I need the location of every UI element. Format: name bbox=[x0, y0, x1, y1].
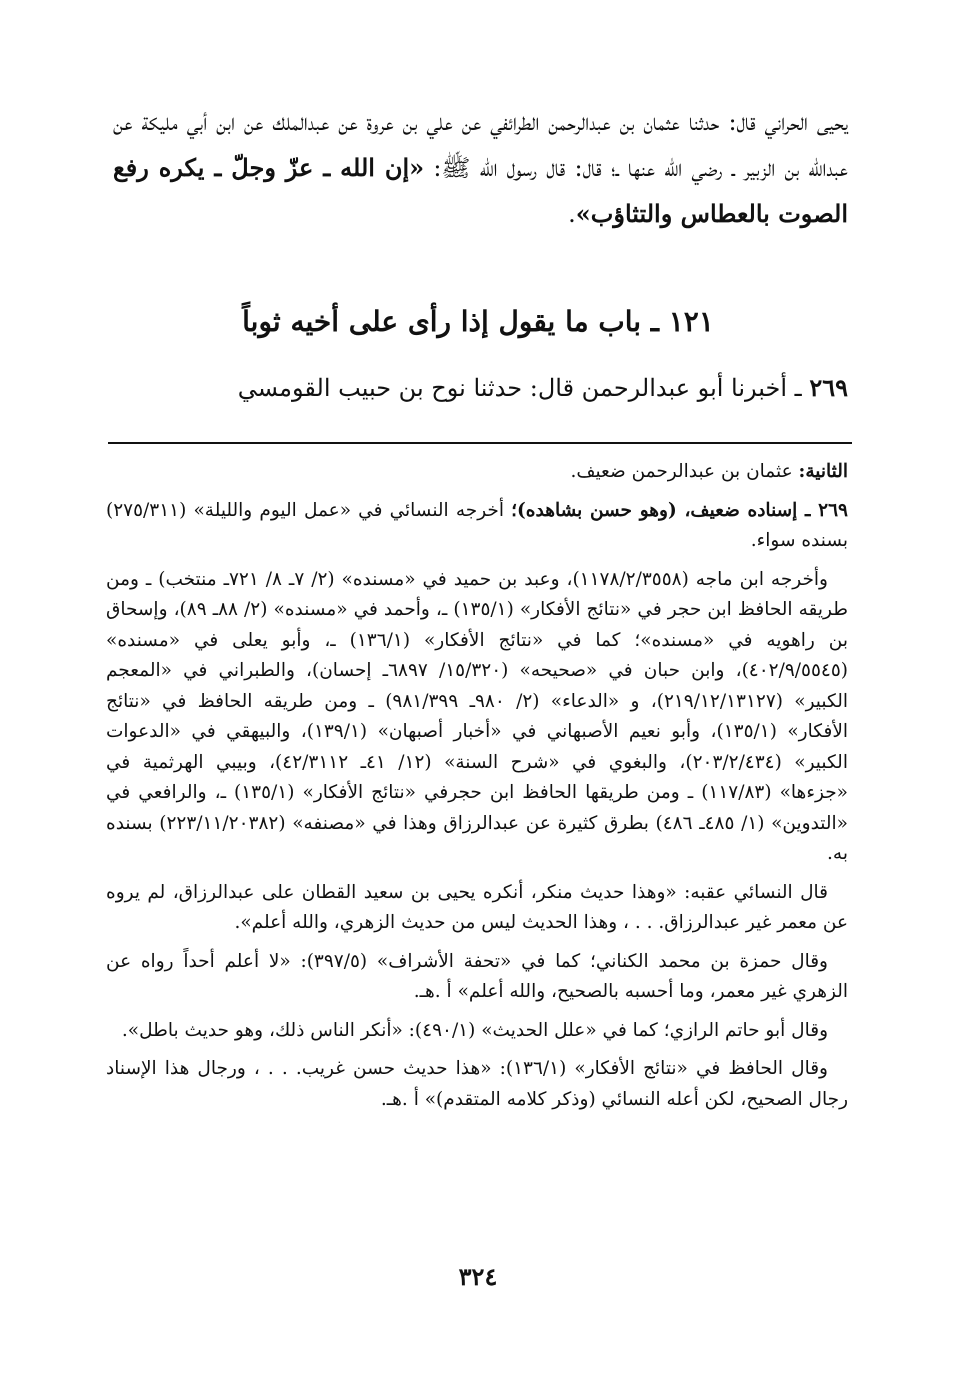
footnote-takhrij: وأخرجه ابن ماجه (١١٧٨/٢/٣٥٥٨)، وعبد بن حميد في «مسنده» (٢/ ٧ـ ٨/ ٧٢١ـ منتخب) ـ ومن طريقه الحافظ ابن حجر في «نتائج الأفكار» (١٣٥/١) ـ، وأحمد في «مسنده» (٢/ ٨٨ـ ٨٩)، وإسحاق بن راهويه في «مسنده»؛ كما في «نتائج الأفكار» (١٣٦/١) ـ، وأبو يعلى في «مسنده» (٤٠٢/٩/٥٥٤٥)، وابن حبان في «صحيحه» (١٥/٣٢٠/ ٦٨٩٧ـ إحسان)، والطبراني في «المعجم الكبير» (٢١٩/١٢/١٣١٢٧)، و «الدعاء» (٢/ ٩٨٠ـ ٩٨١/٣٩٩) ـ ومن طريقه الحافظ في «نتائج الأفكار» (١٣٥/١)، وأبو نعيم الأصبهاني في «أخبار أصبهان» (١٣٩/١)، والبيهقي في «الدعوات الكبير» (٢٠٣/٢/٤٣٤)، والبغوي في «شرح السنة» (١٢/ ٤١ـ ٤٢/٣١١٢)، وبيبي الهرثمية في «جزءها» (١١٧/٨٣) ـ ومن طريقها الحافظ ابن حجرفي «نتائج الأفكار» (١٣٥/١) ـ، والرافعي في «التدوين» (١/ ٤٨٥ـ ٤٨٦) بطرق كثيرة عن عبدالرزاق وهذا في «مصنفه» (٢٢٣/١١/٢٠٣٨٢) بسنده به. bbox=[106, 568, 849, 864]
main-text bbox=[113, 100, 848, 237]
chapter-heading: ١٢١ ـ باب ما يقول إذا رأى على أخيه ثوباً bbox=[242, 305, 714, 338]
prophetic-quote: «إن الله ـ عزّ وجلّ ـ يكره رفع الصوت بالعطاس والتثاؤب» bbox=[113, 153, 848, 228]
hadith-number: ٢٦٩ bbox=[809, 373, 848, 402]
hadith-text: يحيى الحراني قال: حدثنا عثمان بن عبدالرحمن الطرائفي عن علي بن عروة عن عبدالملك عن ابن أبي مليكة عن عبدالله بن الزبير ـ رضي الله عنها ـ؛ قال: قال رسول الله ﷺ: bbox=[113, 108, 848, 182]
footnote-text: أخرجه النسائي في «عمل اليوم والليلة» (٢٧٥/٣١١) بسنده سواء. bbox=[106, 499, 848, 551]
footnote-label: الثانية: bbox=[798, 461, 848, 482]
page-number: ٣٢٤ bbox=[458, 1262, 498, 1291]
hadith-chain: ـ أخبرنا أبو عبدالرحمن قال: حدثنا نوح بن حبيب القومسي bbox=[237, 374, 810, 402]
footnote-nasai: قال النسائي عقبه: «وهذا حديث منكر، أنكره يحيى بن سعيد القطان على عبدالرزاق، لم يروه عن معمر غير عبدالرزاق. . . ، وهذا الحديث ليس من حديث الزهري، والله أعلم». bbox=[106, 881, 848, 933]
paragraph-end: . bbox=[568, 200, 576, 228]
footnote-hafiz: وقال الحافظ في «نتائج الأفكار» (١٣٦/١): «هذا حديث حسن غريب. . . ، ورجال هذا الإسناد رجال الصحيح، لكن أعله النسائي (وذكر كلامه المتقدم)» أ .هـ. bbox=[106, 1058, 848, 1110]
footnote-abu-hatim: وقال أبو حاتم الرازي؛ كما في «علل الحديث» (٤٩٠/١): «أنكر الناس ذلك، وهو حديث باطل». bbox=[121, 1019, 828, 1041]
footnote-text: عثمان بن عبدالرحمن ضعيف. bbox=[570, 461, 799, 482]
main-paragraph bbox=[113, 100, 848, 237]
hadith-269 bbox=[113, 368, 848, 408]
footnotes bbox=[106, 457, 848, 1123]
footnote-label: ٢٦٩ ـ إسناده ضعيف، (وهو حسن بشاهده)؛ bbox=[511, 499, 848, 521]
footnote-narrator bbox=[106, 457, 848, 488]
footnote-hamza: وقال حمزة بن محمد الكناني؛ كما في «تحفة الأشراف» (٣٩٧/٥): «لا أعلم أحداً رواه عن الزهري غير معمر، وما أحسبه بالصحيح، والله أعلم» أ .هـ. bbox=[106, 950, 848, 1002]
footnote-269 bbox=[106, 496, 848, 557]
footnote-divider bbox=[108, 442, 852, 444]
